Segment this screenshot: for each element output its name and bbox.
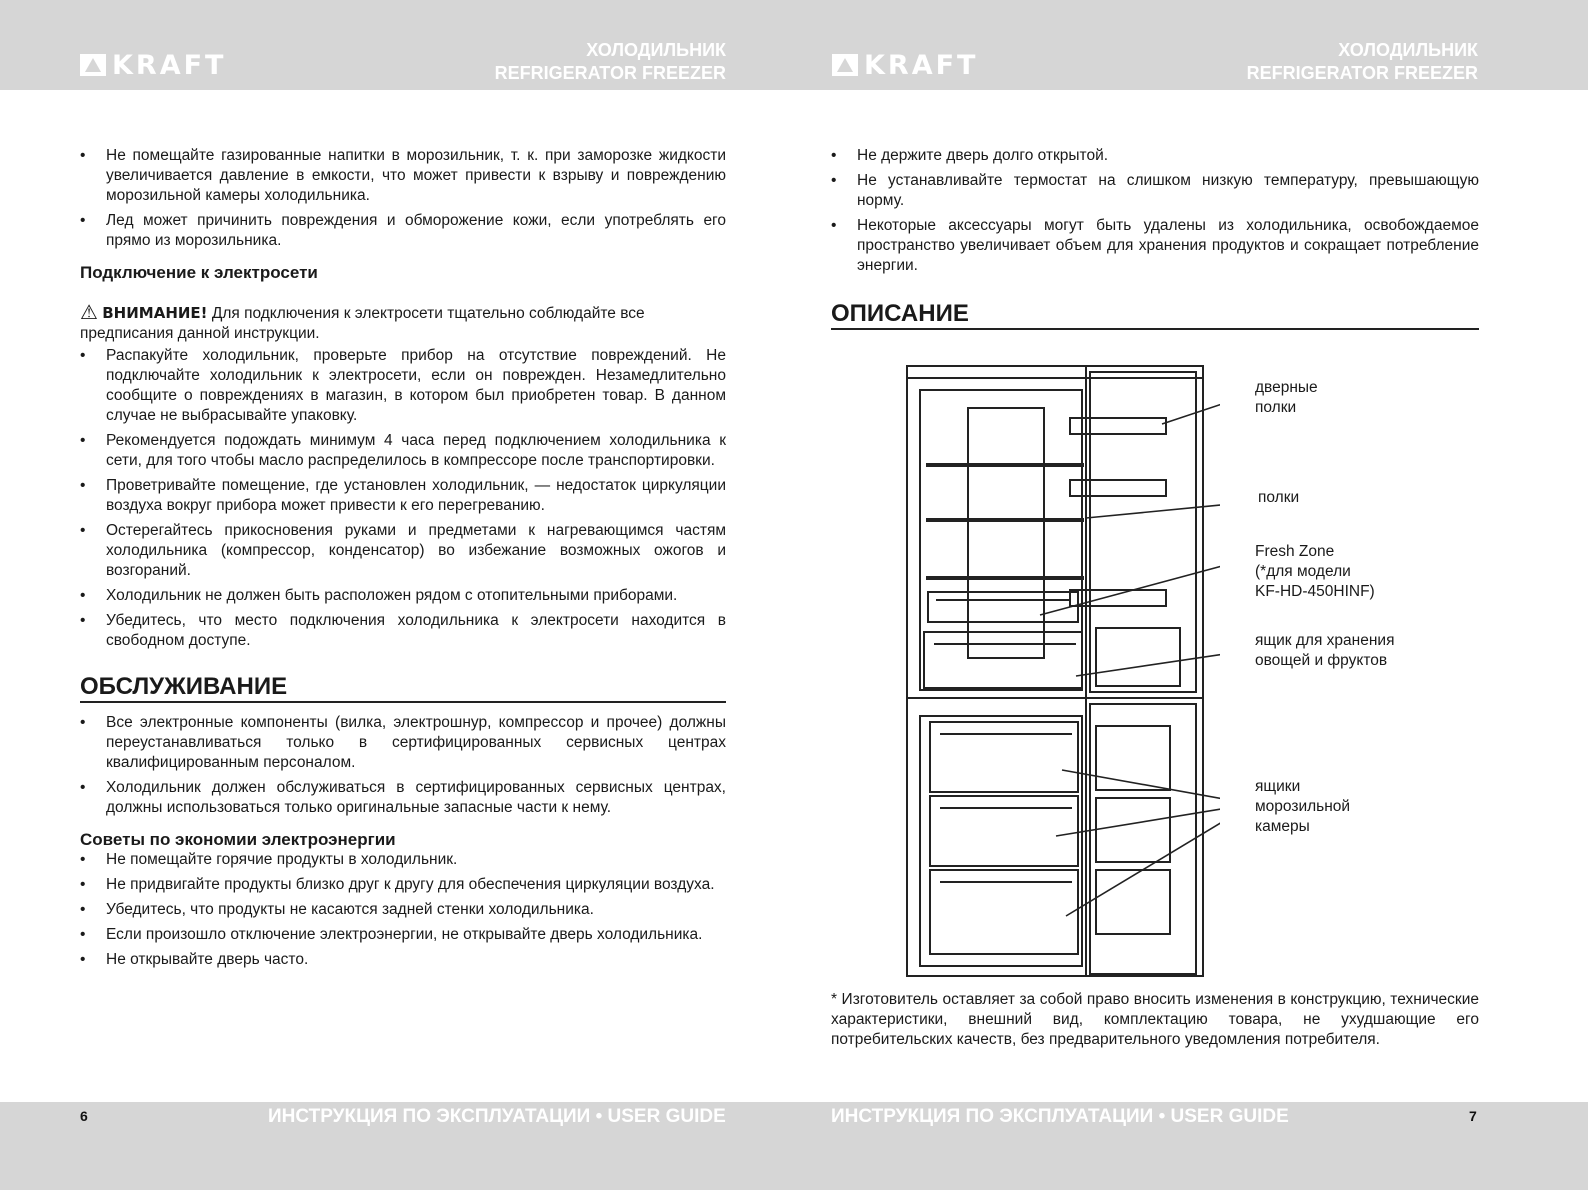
back-panel [968, 408, 1044, 658]
list-item: • Убедитесь, что место подключения холодильника к электросети находится в свободном доступе. [80, 611, 726, 651]
label-line: камеры [1255, 818, 1310, 835]
header-title-en: REFRIGERATOR FREEZER [1246, 63, 1478, 83]
footer-guide-left: ИНСТРУКЦИЯ ПО ЭКСПЛУАТАЦИИ • USER GUIDE [268, 1106, 726, 1127]
description-section-title: ОПИСАНИЕ [831, 304, 1479, 330]
freezer-door-pocket-1 [1096, 726, 1170, 790]
header-title-en: REFRIGERATOR FREEZER [494, 63, 726, 83]
refrigerator-diagram [900, 360, 1220, 985]
header-title-ru: ХОЛОДИЛЬНИК [1338, 40, 1478, 60]
footer-guide-right: ИНСТРУКЦИЯ ПО ЭКСПЛУАТАЦИИ • USER GUIDE [831, 1106, 1289, 1127]
brand-logo-left [80, 49, 227, 81]
label-line: (*для модели [1255, 563, 1351, 580]
page-number-left: 6 [80, 1108, 88, 1124]
freezer-drawer-2 [930, 796, 1078, 866]
header-title-left [420, 39, 726, 85]
crisper-drawer [924, 632, 1082, 688]
brand-name: KRAFT [112, 49, 227, 81]
list-item: • Холодильник не должен быть расположен рядом с отопительными приборами. [80, 586, 726, 606]
brand-name: KRAFT [864, 49, 979, 81]
list-item: • Некоторые аксессуары могут быть удалены из холодильника, освобождаемое пространство увеличивает объем для хранения продуктов и сокращает потребление энергии. [831, 216, 1479, 276]
list-item: • Холодильник должен обслуживаться в сертифицированных сервисных центрах, должны использоваться только оригинальные запасные части к нему. [80, 778, 726, 818]
freezer-door-pocket-3 [1096, 870, 1170, 934]
label-line: ящик для хранения [1255, 632, 1395, 649]
label-crisper [1255, 631, 1394, 671]
list-item: • Распакуйте холодильник, проверьте прибор на отсутствие повреждений. Не подключайте холодильник к электросети, если он поврежден. Незамедлительно сообщите о повреждениях в магазин, в котором был приобретен товар. В данном случае не выбрасывайте упаковку. [80, 346, 726, 426]
list-item: • Лед может причинить повреждения и обморожение кожи, если употреблять его прямо из морозильника. [80, 211, 726, 251]
left-page-column [80, 146, 726, 975]
footer-band [0, 1102, 1588, 1190]
label-line: морозильной [1255, 798, 1351, 815]
label-fresh-zone [1255, 542, 1375, 602]
header-title-ru: ХОЛОДИЛЬНИК [586, 40, 726, 60]
right-tips-list [831, 146, 1479, 276]
list-item: • Не придвигайте продукты близко друг к другу для обеспечения циркуляции воздуха. [80, 875, 726, 895]
page-number-right: 7 [1469, 1108, 1477, 1124]
right-page-column [831, 146, 1479, 330]
label-door-shelves [1255, 378, 1318, 418]
list-item: • Не помещайте горячие продукты в холодильник. [80, 850, 726, 870]
service-list [80, 713, 726, 818]
leader-door-shelves [1162, 394, 1220, 424]
label-line: полки [1255, 399, 1297, 416]
label-line: дверные [1255, 379, 1318, 396]
list-item: • Не устанавливайте термостат на слишком низкую температуру, превышающую норму. [831, 171, 1479, 211]
warning-text: Для подключения к электросети тщательно соблюдайте все предписания данной инструкции. [80, 305, 645, 342]
list-item: • Остерегайтесь прикосновения руками и предметами к нагревающимся частям холодильника (компрессор, конденсатор) во избежание возможных ожогов и возгораний. [80, 521, 726, 581]
label-shelves [1258, 488, 1299, 508]
list-item: • Проветривайте помещение, где установлен холодильник, — недостаток циркуляции воздуха вокруг прибора может привести к его перегреванию. [80, 476, 726, 516]
door-shelf-1 [1070, 418, 1166, 434]
kraft-logo-icon [832, 54, 858, 76]
list-item: • Если произошло отключение электроэнергии, не открывайте дверь холодильника. [80, 925, 726, 945]
leader-shelves [1086, 502, 1220, 518]
list-item: • Рекомендуется подождать минимум 4 часа перед подключением холодильника к сети, для того чтобы масло распределилось в компрессоре после транспортировки. [80, 431, 726, 471]
freezer-interior [920, 716, 1082, 966]
freezer-door-pocket-2 [1096, 798, 1170, 862]
label-line: полки [1258, 489, 1300, 506]
leader-crisper [1076, 650, 1220, 676]
kraft-logo-icon [80, 54, 106, 76]
list-item: • Не открывайте дверь часто. [80, 950, 726, 970]
list-item: • Не помещайте газированные напитки в морозильник, т. к. при заморозке жидкости увеличивается давление в емкости, что может привести к взрыву и повреждению морозильной камеры холодильника. [80, 146, 726, 206]
brand-logo-right [832, 49, 979, 81]
electric-section-title: Подключение к электросети [80, 263, 318, 282]
saving-section-title: Советы по экономии электроэнергии [80, 830, 396, 849]
label-line: Fresh Zone [1255, 543, 1335, 560]
warning-label: ВНИМАНИЕ! [102, 304, 208, 322]
saving-list [80, 850, 726, 970]
freezer-drawer-1 [930, 722, 1078, 792]
warning-paragraph [80, 303, 726, 344]
fresh-zone-drawer [928, 592, 1078, 622]
header-title-right [1172, 39, 1478, 85]
warning-icon: ⚠ [80, 302, 98, 324]
leader-lines [1040, 394, 1220, 916]
label-line: KF-HD-450HINF) [1255, 583, 1375, 600]
cabinet-outline [907, 366, 1203, 976]
service-section-title: ОБСЛУЖИВАНИЕ [80, 677, 726, 703]
label-freezer-drawers [1255, 777, 1350, 837]
door-bin [1096, 628, 1180, 686]
electric-list [80, 346, 726, 651]
intro-list [80, 146, 726, 251]
label-line: ящики [1255, 778, 1301, 795]
manufacturer-note: * Изготовитель оставляет за собой право вносить изменения в конструкцию, технические характеристики, внешний вид, комплектацию товара, не ухудшающие его потребительских качеств, без предварительного уведомления потребителя. [831, 991, 1479, 1048]
list-item: • Убедитесь, что продукты не касаются задней стенки холодильника. [80, 900, 726, 920]
label-line: овощей и фруктов [1255, 652, 1388, 669]
list-item: • Не держите дверь долго открытой. [831, 146, 1479, 166]
door-shelf-2 [1070, 480, 1166, 496]
list-item: • Все электронные компоненты (вилка, электрошнур, компрессор и прочее) должны переустанавливаться только в сертифицированных сервисных центрах квалифицированным персоналом. [80, 713, 726, 773]
